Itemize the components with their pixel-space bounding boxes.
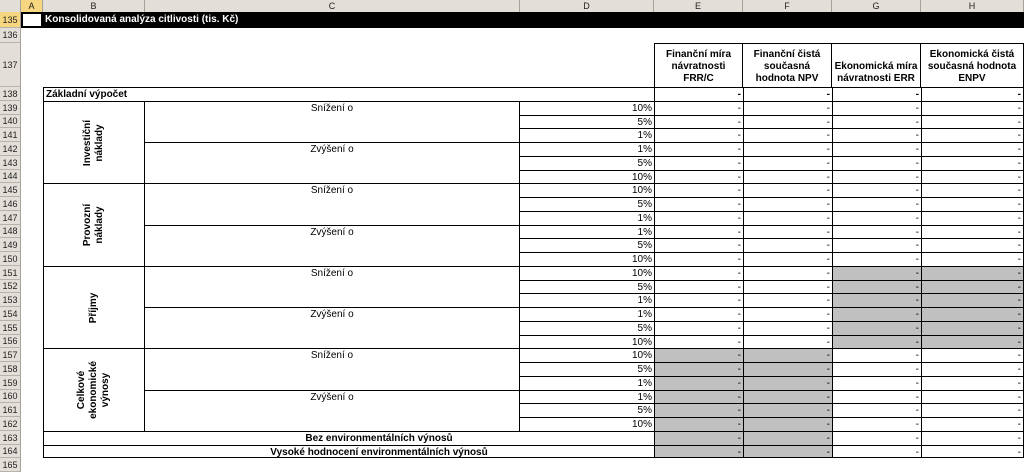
value-cell-e[interactable]: - [654,321,743,335]
value-cell-e[interactable]: - [654,348,743,362]
pct-cell[interactable]: 5% [520,280,654,293]
value-cell-e[interactable]: - [654,101,743,115]
column-header-h[interactable]: H [921,0,1024,12]
value-cell-f[interactable]: - [743,252,832,266]
value-cell-f[interactable]: - [743,156,832,170]
pct-cell[interactable]: 10% [520,417,654,431]
row-header-144[interactable]: 144 [0,170,21,183]
header-g[interactable]: Ekonomická míra návratnosti ERR [832,43,921,87]
value-cell-h[interactable]: - [921,170,1024,183]
footer-value-h[interactable]: - [921,445,1024,458]
row-header-147[interactable]: 147 [0,211,21,225]
pct-cell[interactable]: 10% [520,183,654,197]
pct-cell[interactable]: 10% [520,252,654,266]
value-cell-e[interactable]: - [654,362,743,376]
value-cell-h[interactable]: - [921,156,1024,170]
value-cell-h[interactable]: - [921,266,1024,280]
base-value-e[interactable]: - [654,87,743,101]
value-cell-h[interactable]: - [921,142,1024,156]
column-header-b[interactable]: B [43,0,145,12]
value-cell-g[interactable]: - [832,280,921,293]
header-f[interactable]: Finanční čistá současná hodnota NPV [743,43,832,87]
value-cell-f[interactable]: - [743,307,832,321]
group-label-0[interactable] [43,101,145,183]
group-label-3[interactable] [43,348,145,431]
value-cell-g[interactable]: - [832,115,921,128]
value-cell-h[interactable]: - [921,362,1024,376]
header-e[interactable]: Finanční míra návratnosti FRR/C [654,43,743,87]
column-header-c[interactable]: C [145,0,520,12]
pct-cell[interactable]: 1% [520,376,654,390]
row-header-142[interactable]: 142 [0,142,21,156]
pct-cell[interactable]: 5% [520,362,654,376]
row-header-157[interactable]: 157 [0,348,21,362]
pct-cell[interactable]: 10% [520,266,654,280]
increase-label[interactable]: Zvýšení o [145,142,520,183]
footer-value-f[interactable]: - [743,431,832,445]
row-header-165[interactable]: 165 [0,458,21,472]
decrease-label[interactable]: Snížení o [145,348,520,390]
value-cell-f[interactable]: - [743,238,832,252]
row-header-139[interactable]: 139 [0,101,21,115]
value-cell-f[interactable]: - [743,376,832,390]
value-cell-h[interactable]: - [921,335,1024,348]
pct-cell[interactable]: 1% [520,390,654,403]
value-cell-f[interactable]: - [743,142,832,156]
value-cell-h[interactable]: - [921,238,1024,252]
value-cell-f[interactable]: - [743,266,832,280]
increase-label[interactable]: Zvýšení o [145,225,520,266]
value-cell-g[interactable]: - [832,335,921,348]
column-header-e[interactable]: E [654,0,743,12]
value-cell-h[interactable]: - [921,101,1024,115]
value-cell-f[interactable]: - [743,417,832,431]
value-cell-h[interactable]: - [921,115,1024,128]
value-cell-e[interactable]: - [654,197,743,211]
row-header-162[interactable]: 162 [0,417,21,431]
row-header-148[interactable]: 148 [0,225,21,238]
value-cell-g[interactable]: - [832,156,921,170]
select-all-corner[interactable] [0,0,21,12]
value-cell-f[interactable]: - [743,362,832,376]
value-cell-g[interactable]: - [832,266,921,280]
value-cell-e[interactable]: - [654,335,743,348]
row-header-136[interactable]: 136 [0,28,21,43]
value-cell-h[interactable]: - [921,183,1024,197]
value-cell-h[interactable]: - [921,211,1024,225]
value-cell-g[interactable]: - [832,307,921,321]
pct-cell[interactable]: 1% [520,142,654,156]
value-cell-e[interactable]: - [654,225,743,238]
pct-cell[interactable]: 5% [520,197,654,211]
pct-cell[interactable]: 5% [520,321,654,335]
value-cell-g[interactable]: - [832,142,921,156]
footer-value-h[interactable]: - [921,431,1024,445]
value-cell-g[interactable]: - [832,252,921,266]
value-cell-h[interactable]: - [921,417,1024,431]
value-cell-g[interactable]: - [832,362,921,376]
value-cell-e[interactable]: - [654,293,743,307]
row-header-152[interactable]: 152 [0,280,21,293]
column-header-g[interactable]: G [832,0,921,12]
value-cell-h[interactable]: - [921,376,1024,390]
pct-cell[interactable]: 5% [520,403,654,417]
value-cell-e[interactable]: - [654,183,743,197]
row-header-164[interactable]: 164 [0,445,21,458]
group-label-text: Celkové ekonomické výnosy [76,361,111,419]
value-cell-e[interactable]: - [654,142,743,156]
pct-cell[interactable]: 1% [520,128,654,142]
value-cell-f[interactable]: - [743,293,832,307]
footer-value-e[interactable]: - [654,445,743,458]
value-cell-h[interactable]: - [921,321,1024,335]
increase-label[interactable]: Zvýšení o [145,307,520,348]
group-label-1[interactable] [43,183,145,266]
column-header-a[interactable]: A [21,0,43,12]
value-cell-g[interactable]: - [832,417,921,431]
value-cell-f[interactable]: - [743,390,832,403]
row-header-159[interactable]: 159 [0,376,21,390]
row-header-163[interactable]: 163 [0,431,21,445]
value-cell-f[interactable]: - [743,101,832,115]
value-cell-e[interactable]: - [654,252,743,266]
value-cell-h[interactable]: - [921,307,1024,321]
value-cell-e[interactable]: - [654,211,743,225]
value-cell-h[interactable]: - [921,280,1024,293]
value-cell-e[interactable]: - [654,170,743,183]
column-header-d[interactable]: D [520,0,654,12]
value-cell-g[interactable]: - [832,183,921,197]
row-header-156[interactable]: 156 [0,335,21,348]
sheet-title: Konsolidovaná analýza citlivosti (tis. Kč) [43,12,1024,28]
value-cell-g[interactable]: - [832,238,921,252]
pct-cell[interactable]: 10% [520,335,654,348]
row-header-138[interactable]: 138 [0,87,21,101]
row-header-155[interactable]: 155 [0,321,21,335]
value-cell-h[interactable]: - [921,128,1024,142]
row-header-151[interactable]: 151 [0,266,21,280]
value-cell-g[interactable]: - [832,128,921,142]
value-cell-h[interactable]: - [921,403,1024,417]
row-header-149[interactable]: 149 [0,238,21,252]
row-header-153[interactable]: 153 [0,293,21,307]
column-header-f[interactable]: F [743,0,832,12]
value-cell-g[interactable]: - [832,197,921,211]
value-cell-e[interactable]: - [654,417,743,431]
group-label-text: Provozní náklady [82,203,105,247]
value-cell-f[interactable]: - [743,183,832,197]
decrease-label[interactable]: Snížení o [145,101,520,142]
value-cell-g[interactable]: - [832,390,921,403]
decrease-label[interactable]: Snížení o [145,266,520,307]
value-cell-f[interactable]: - [743,280,832,293]
value-cell-e[interactable]: - [654,266,743,280]
increase-label[interactable]: Zvýšení o [145,390,520,431]
value-cell-f[interactable]: - [743,115,832,128]
base-value-g[interactable]: - [832,87,921,101]
value-cell-f[interactable]: - [743,348,832,362]
value-cell-e[interactable]: - [654,115,743,128]
row-header-135[interactable]: 135 [0,12,21,28]
footer-value-e[interactable]: - [654,431,743,445]
pct-cell[interactable]: 10% [520,101,654,115]
value-cell-g[interactable]: - [832,170,921,183]
value-cell-e[interactable]: - [654,238,743,252]
value-cell-e[interactable]: - [654,376,743,390]
value-cell-e[interactable]: - [654,156,743,170]
group-label-2[interactable] [43,266,145,348]
pct-cell[interactable]: 1% [520,211,654,225]
value-cell-e[interactable]: - [654,403,743,417]
value-cell-f[interactable]: - [743,321,832,335]
value-cell-e[interactable]: - [654,307,743,321]
group-label-text: Příjmy [88,292,99,323]
value-cell-g[interactable]: - [832,348,921,362]
value-cell-e[interactable]: - [654,128,743,142]
value-cell-h[interactable]: - [921,348,1024,362]
pct-cell[interactable]: 1% [520,307,654,321]
value-cell-g[interactable]: - [832,211,921,225]
row-header-143[interactable]: 143 [0,156,21,170]
value-cell-f[interactable]: - [743,335,832,348]
row-header-137[interactable]: 137 [0,43,21,87]
footer-value-g[interactable]: - [832,445,921,458]
decrease-label[interactable]: Snížení o [145,183,520,225]
value-cell-e[interactable]: - [654,390,743,403]
value-cell-e[interactable]: - [654,280,743,293]
footer-value-f[interactable]: - [743,445,832,458]
value-cell-g[interactable]: - [832,225,921,238]
value-cell-f[interactable]: - [743,128,832,142]
footer-no-env[interactable]: Bez environmentálních výnosů [43,431,654,445]
pct-cell[interactable]: 5% [520,115,654,128]
footer-high-env[interactable]: Vysoké hodnocení environmentálních výnosů [43,445,654,458]
row-header-146[interactable]: 146 [0,197,21,211]
pct-cell[interactable]: 10% [520,348,654,362]
value-cell-g[interactable]: - [832,101,921,115]
value-cell-g[interactable]: - [832,321,921,335]
row-header-161[interactable]: 161 [0,403,21,417]
row-header-160[interactable]: 160 [0,390,21,403]
row-header-145[interactable]: 145 [0,183,21,197]
value-cell-f[interactable]: - [743,403,832,417]
base-value-f[interactable]: - [743,87,832,101]
pct-cell[interactable]: 10% [520,170,654,183]
value-cell-f[interactable]: - [743,211,832,225]
row-header-158[interactable]: 158 [0,362,21,376]
pct-cell[interactable]: 1% [520,293,654,307]
value-cell-g[interactable]: - [832,376,921,390]
value-cell-h[interactable]: - [921,225,1024,238]
group-label-text: Investiční náklady [82,119,105,166]
header-h[interactable]: Ekonomická čistá současná hodnota ENPV [921,43,1024,87]
row-header-154[interactable]: 154 [0,307,21,321]
footer-value-g[interactable]: - [832,431,921,445]
value-cell-g[interactable]: - [832,293,921,307]
base-value-h[interactable]: - [921,87,1024,101]
value-cell-f[interactable]: - [743,197,832,211]
pct-cell[interactable]: 1% [520,225,654,238]
value-cell-f[interactable]: - [743,225,832,238]
value-cell-h[interactable]: - [921,390,1024,403]
row-header-140[interactable]: 140 [0,115,21,128]
row-header-150[interactable]: 150 [0,252,21,266]
pct-cell[interactable]: 5% [520,156,654,170]
value-cell-h[interactable]: - [921,293,1024,307]
row-header-141[interactable]: 141 [0,128,21,142]
base-label[interactable]: Základní výpočet [43,87,654,101]
active-cell-a135[interactable] [21,12,43,28]
value-cell-f[interactable]: - [743,170,832,183]
value-cell-g[interactable]: - [832,403,921,417]
value-cell-h[interactable]: - [921,252,1024,266]
pct-cell[interactable]: 5% [520,238,654,252]
value-cell-h[interactable]: - [921,197,1024,211]
